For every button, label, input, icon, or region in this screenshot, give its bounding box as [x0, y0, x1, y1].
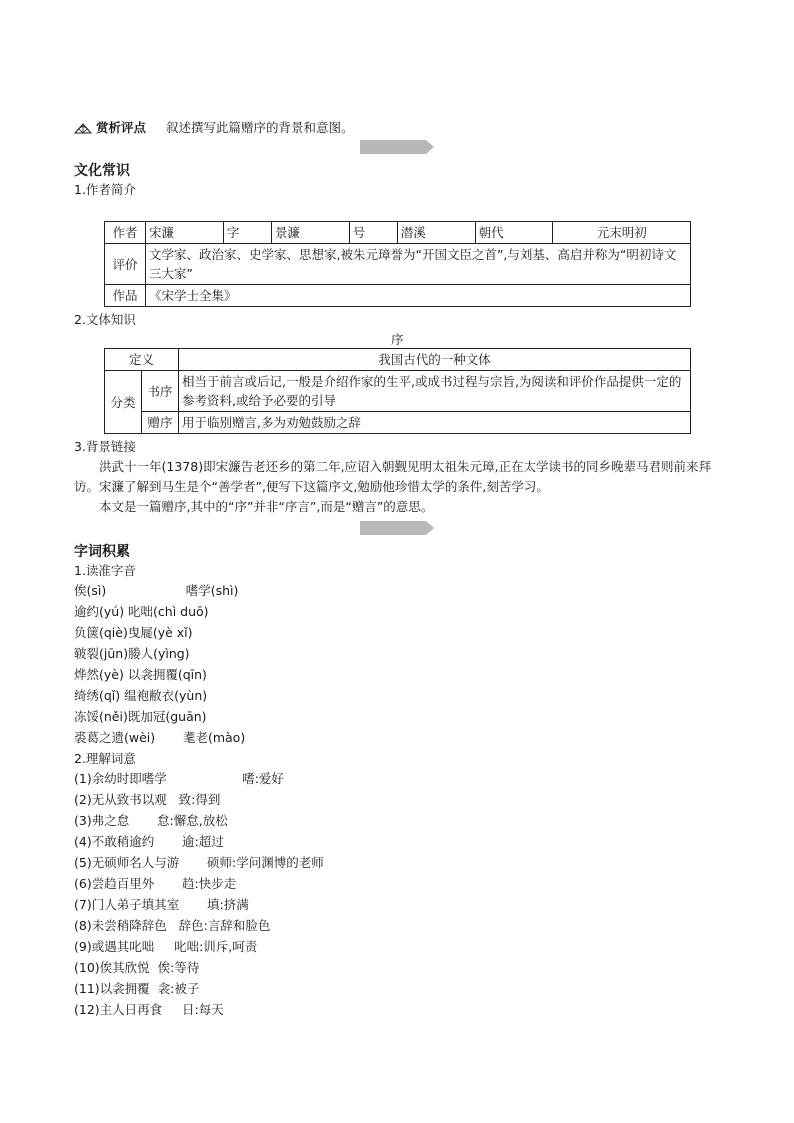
author-cell-value: 宋濂: [146, 222, 224, 244]
era-cell-label: 朝代: [475, 222, 553, 244]
hao-cell-value: 潜溪: [397, 222, 475, 244]
pronunciation-line: 烨然(yè) 以衾拥覆(qīn): [74, 667, 207, 682]
author-table: [104, 221, 691, 307]
eval-cell-value: 文学家、政治家、史学家、思想家,被朱元璋誉为“开国文臣之首”,与刘基、高启并称为“明初诗文三大家”: [146, 244, 691, 285]
culture-heading: 文化常识: [74, 163, 130, 179]
meaning-line: (9)或遇其叱咄 叱咄:训斥,呵责: [74, 939, 258, 954]
meaning-line: (8)未尝稍降辞色 辞色:言辞和脸色: [74, 918, 271, 933]
genre-title: 序: [391, 332, 404, 347]
author-cell-label: 作者: [105, 222, 146, 244]
section-banner: [360, 521, 434, 535]
pronunciation-line: 负箧(qiè)曳屣(yè xǐ): [74, 625, 193, 640]
author-intro-label: 1.作者简介: [74, 182, 136, 197]
meaning-line: (10)俟其欣悦 俟:等待: [74, 960, 200, 975]
meaning-line: (5)无硕师名人与游 硕师:学问渊博的老师: [74, 855, 324, 870]
meaning-line: (6)尝趋百里外 趋:快步走: [74, 876, 237, 891]
meaning-line: (11)以衾拥覆 衾:被子: [74, 981, 200, 996]
meaning-line: (12)主人日再食 日:每天: [74, 1002, 224, 1017]
pronunciation-line: 逾约(yú) 叱咄(chì duō): [74, 604, 209, 619]
class-cell-label: 分类: [105, 371, 142, 434]
pronunciation-line: 皲裂(jūn)媵人(yìng): [74, 646, 190, 661]
zengxu-cell-value: 用于临别赠言,多为劝勉鼓励之辞: [179, 412, 691, 434]
shuxu-cell-label: 书序: [142, 371, 179, 412]
works-cell-label: 作品: [105, 285, 146, 307]
meaning-line: (7)门人弟子填其室 填:挤满: [74, 897, 249, 912]
pronunciation-line: 俟(sì) 嗜学(shì): [74, 583, 239, 598]
genre-intro-label: 2.文体知识: [74, 312, 136, 327]
meaning-intro-label: 2.理解词意: [74, 751, 136, 766]
section-banner: [360, 140, 434, 154]
appreciation-label: 赏析评点: [95, 120, 146, 135]
meaning-line: (2)无从致书以观 致:得到: [74, 792, 221, 807]
era-cell-value: 元末明初: [553, 222, 691, 244]
eval-cell-label: 评价: [105, 244, 146, 285]
appreciation-text: 叙述撰写此篇赠序的背景和意图。: [165, 120, 354, 135]
background-intro-label: 3.背景链接: [74, 439, 136, 454]
meaning-line: (1)余幼时即嗜学 嗜:爱好: [74, 771, 284, 786]
meaning-line: (4)不敢稍逾约 逾:超过: [74, 834, 224, 849]
zi-cell-label: 字: [223, 222, 271, 244]
def-cell-label: 定义: [105, 349, 179, 371]
meaning-line: (3)弗之怠 怠:懈怠,放松: [74, 813, 228, 828]
appreciation-row: [74, 118, 353, 137]
background-paragraph-1: 洪武十一年(1378)即宋濂告老还乡的第二年,应诏入朝觐见明太祖朱元璋,正在太学读书的同乡晚辈马君则前来拜访。宋濂了解到马生是个“善学者”,便写下这篇序文,勉励他珍惜太学的条件,刻苦学习。: [74, 459, 712, 494]
def-cell-value: 我国古代的一种文体: [179, 349, 691, 371]
words-heading: 字词积累: [74, 544, 130, 560]
works-cell-value: 《宋学士全集》: [146, 285, 691, 307]
fan-icon: [74, 122, 92, 137]
pronunciation-line: 冻馁(něi)既加冠(guān): [74, 709, 207, 724]
genre-table: [104, 348, 691, 434]
zi-cell-value: 景濂: [271, 222, 349, 244]
background-paragraph-2: 本文是一篇赠序,其中的“序”并非“序言”,而是“赠言”的意思。: [99, 499, 434, 514]
hao-cell-label: 号: [349, 222, 397, 244]
pronunciation-intro-label: 1.读准字音: [74, 563, 136, 578]
shuxu-cell-value: 相当于前言或后记,一般是介绍作家的生平,或成书过程与宗旨,为阅读和评价作品提供一定的参考资料,或给予必要的引导: [179, 371, 691, 412]
zengxu-cell-label: 赠序: [142, 412, 179, 434]
pronunciation-line: 裘葛之遗(wèi) 耄老(mào): [74, 730, 246, 745]
pronunciation-line: 绮绣(qǐ) 缊袍敝衣(yùn): [74, 688, 208, 703]
